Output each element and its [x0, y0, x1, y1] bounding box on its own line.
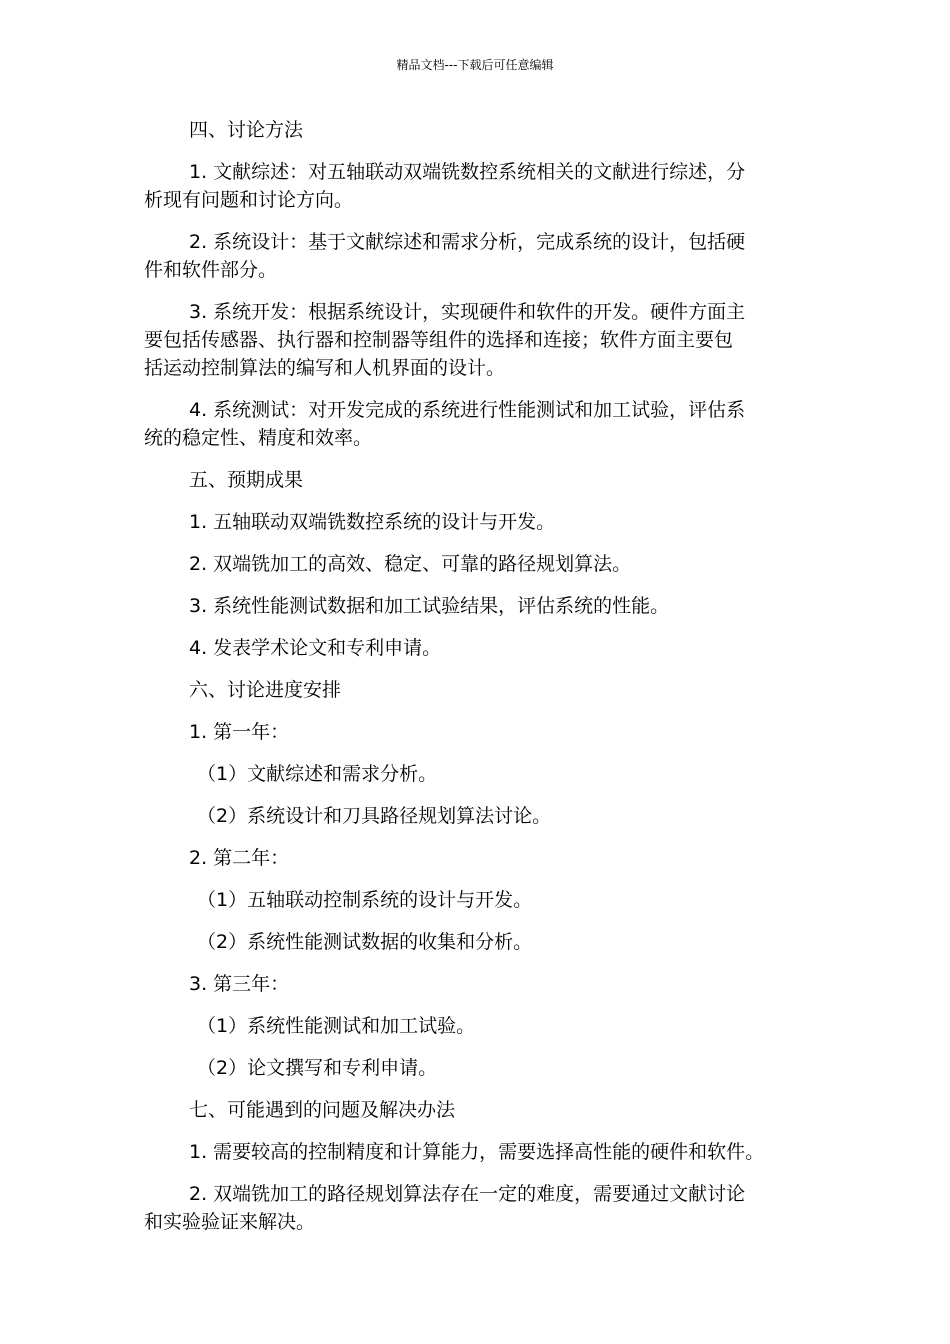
text-line: 2. 系统设计：基于文献综述和需求分析，完成系统的设计，包括硬: [189, 231, 746, 253]
schedule-year-3-item-2: （2）论文撰写和专利申请。: [197, 1057, 438, 1079]
methods-item-2: [144, 228, 804, 284]
text-line: 括运动控制算法的编写和人机界面的设计。: [144, 357, 506, 379]
section-heading-problems: 七、可能遇到的问题及解决办法: [189, 1099, 456, 1121]
results-item-4: 4. 发表学术论文和专利申请。: [189, 637, 442, 659]
text-line: 4. 系统测试：对开发完成的系统进行性能测试和加工试验，评估系: [189, 399, 746, 421]
schedule-year-1-item-2: （2）系统设计和刀具路径规划算法讨论。: [197, 805, 552, 827]
text-line: 1. 文献综述：对五轴联动双端铣数控系统相关的文献进行综述，分: [189, 161, 746, 183]
page-header: 精品文档---下载后可任意编辑: [396, 58, 554, 72]
methods-item-3: [144, 298, 804, 382]
text-line: 要包括传感器、执行器和控制器等组件的选择和连接；软件方面主要包: [144, 329, 734, 351]
results-item-3: 3. 系统性能测试数据和加工试验结果，评估系统的性能。: [189, 595, 670, 617]
text-line: 件和软件部分。: [144, 259, 278, 281]
text-line: 1. 需要较高的控制精度和计算能力，需要选择高性能的硬件和软件。: [189, 1141, 765, 1163]
section-heading-results: 五、预期成果: [189, 469, 304, 491]
text-line: 2. 双端铣加工的路径规划算法存在一定的难度，需要通过文献讨论: [189, 1183, 746, 1205]
section-heading-schedule: 六、讨论进度安排: [189, 679, 342, 701]
document-body: [144, 116, 804, 1250]
section-heading-methods: 四、讨论方法: [189, 119, 304, 141]
methods-item-1: [144, 158, 804, 214]
schedule-year-2: 2. 第二年：: [189, 847, 290, 869]
text-line: 统的稳定性、精度和效率。: [144, 427, 373, 449]
results-item-2: 2. 双端铣加工的高效、稳定、可靠的路径规划算法。: [189, 553, 632, 575]
schedule-year-3-item-1: （1）系统性能测试和加工试验。: [197, 1015, 476, 1037]
text-line: 3. 系统开发：根据系统设计，实现硬件和软件的开发。硬件方面主: [189, 301, 746, 323]
text-line: 析现有问题和讨论方向。: [144, 189, 354, 211]
text-line: 和实验验证来解决。: [144, 1211, 316, 1233]
schedule-year-2-item-1: （1）五轴联动控制系统的设计与开发。: [197, 889, 533, 911]
methods-item-4: [144, 396, 804, 452]
problems-item-1: [144, 1138, 804, 1166]
problems-item-2: [144, 1180, 804, 1236]
results-item-1: 1. 五轴联动双端铣数控系统的设计与开发。: [189, 511, 556, 533]
schedule-year-2-item-2: （2）系统性能测试数据的收集和分析。: [197, 931, 533, 953]
schedule-year-1: 1. 第一年：: [189, 721, 290, 743]
schedule-year-3: 3. 第三年：: [189, 973, 290, 995]
schedule-year-1-item-1: （1）文献综述和需求分析。: [197, 763, 438, 785]
